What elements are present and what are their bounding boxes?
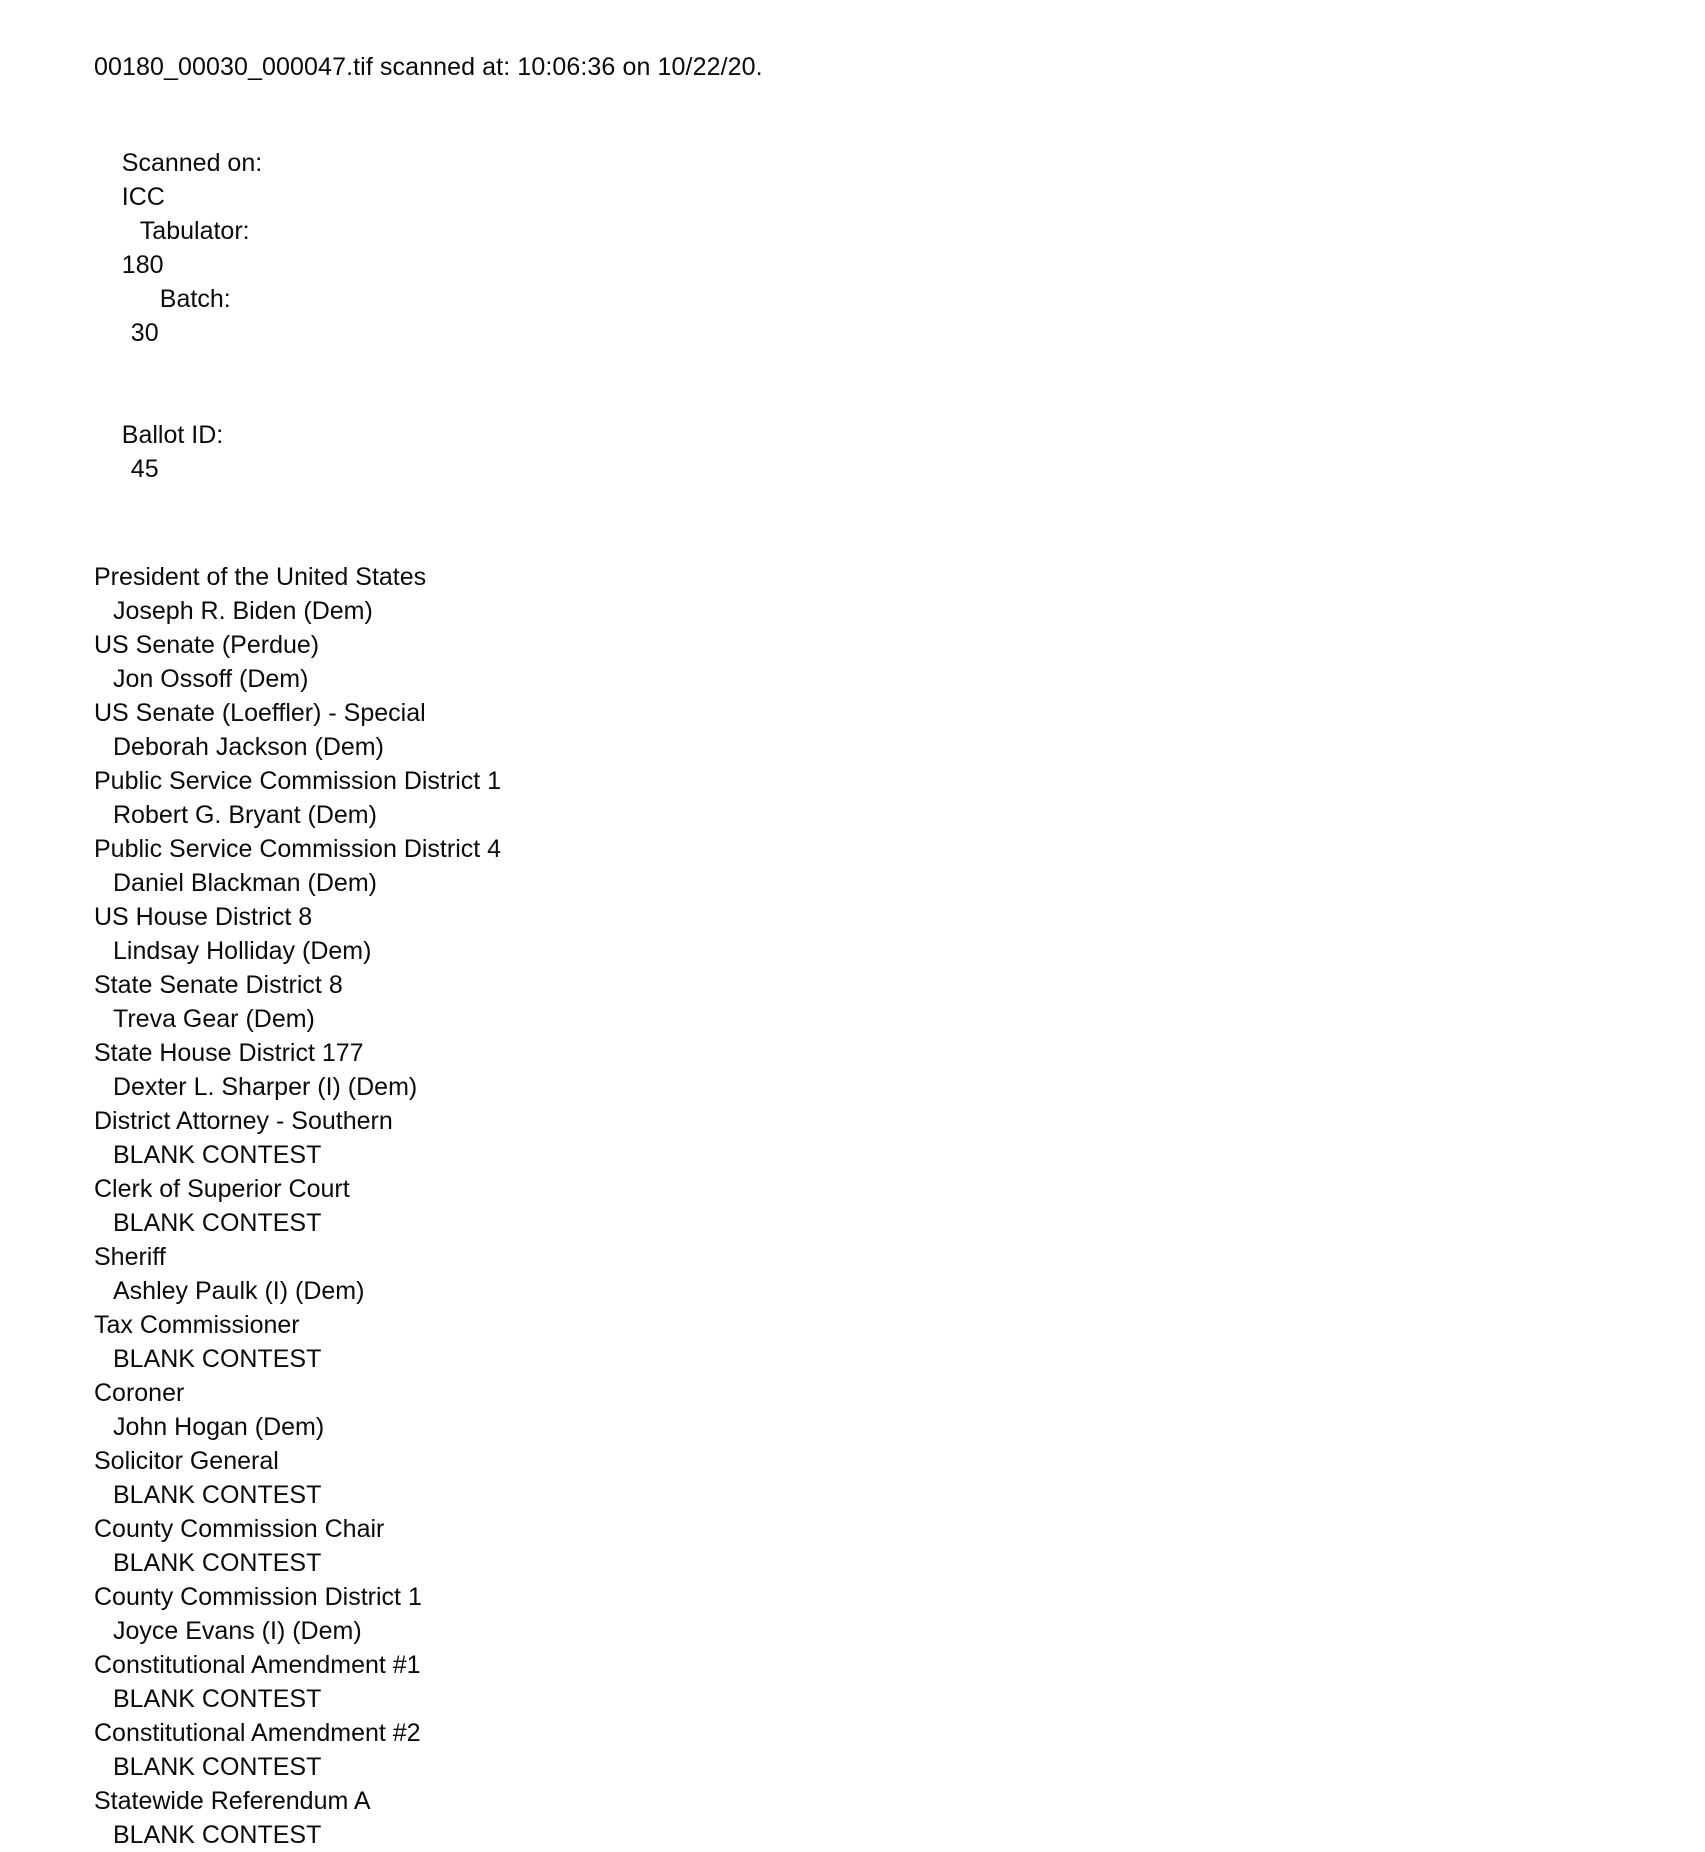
contest-selection: Lindsay Holliday (Dem) xyxy=(113,937,372,965)
contest-name: Public Service Commission District 4 xyxy=(94,835,502,863)
scanned-on-label: Scanned on: xyxy=(121,149,263,177)
contest-selection: BLANK CONTEST xyxy=(113,1481,322,1509)
scan-info-line xyxy=(94,112,1665,384)
contest-selection: BLANK CONTEST xyxy=(113,1345,322,1373)
batch-label: Batch: xyxy=(159,285,231,313)
contest-selection: Deborah Jackson (Dem) xyxy=(113,733,384,761)
contest-selection: BLANK CONTEST xyxy=(113,1685,322,1713)
contest-selection: Ashley Paulk (I) (Dem) xyxy=(113,1277,365,1305)
contest-selection: Joseph R. Biden (Dem) xyxy=(113,597,373,625)
contest-name: District Attorney - Southern xyxy=(94,1107,393,1135)
scanned-on-value: ICC xyxy=(121,183,165,211)
contest-list xyxy=(94,560,1665,1852)
contest-selection: BLANK CONTEST xyxy=(113,1753,322,1781)
contest-selection: Jon Ossoff (Dem) xyxy=(113,665,309,693)
contest-name: Statewide Referendum A xyxy=(94,1787,371,1815)
contest-name: US Senate (Loeffler) - Special xyxy=(94,699,426,727)
contest-name: Clerk of Superior Court xyxy=(94,1175,350,1203)
contest-name: US Senate (Perdue) xyxy=(94,631,320,659)
contest-selection: Robert G. Bryant (Dem) xyxy=(113,801,377,829)
contest-name: State Senate District 8 xyxy=(94,971,343,999)
contest-name: Constitutional Amendment #2 xyxy=(94,1719,421,1747)
contest-selection: Dexter L. Sharper (I) (Dem) xyxy=(113,1073,418,1101)
contest-name: Tax Commissioner xyxy=(94,1311,300,1339)
contest-name: US House District 8 xyxy=(94,903,313,931)
batch-value: 30 xyxy=(130,319,159,347)
ballot-id-value: 45 xyxy=(130,455,159,483)
contest-name: Coroner xyxy=(94,1379,185,1407)
spacer xyxy=(94,520,1665,560)
contest-name: Solicitor General xyxy=(94,1447,279,1475)
contest-name: County Commission District 1 xyxy=(94,1583,422,1611)
scan-filename-line: 00180_00030_000047.tif scanned at: 10:06:36 on 10/22/20. xyxy=(94,53,763,81)
contest-name: Constitutional Amendment #1 xyxy=(94,1651,421,1679)
contest-name: Public Service Commission District 1 xyxy=(94,767,502,795)
contest-selection: Treva Gear (Dem) xyxy=(113,1005,315,1033)
contest-name: State House District 177 xyxy=(94,1039,364,1067)
contest-selection: John Hogan (Dem) xyxy=(113,1413,325,1441)
contest-selection: Joyce Evans (I) (Dem) xyxy=(113,1617,362,1645)
contest-selection: BLANK CONTEST xyxy=(113,1549,322,1577)
contest-name: County Commission Chair xyxy=(94,1515,385,1543)
spacer xyxy=(94,84,1665,112)
contest-selection: BLANK CONTEST xyxy=(113,1821,322,1849)
contest-name: President of the United States xyxy=(94,563,427,591)
tabulator-label: Tabulator: xyxy=(139,217,250,245)
ballot-id-label: Ballot ID: xyxy=(121,421,224,449)
contest-selection: BLANK CONTEST xyxy=(113,1209,322,1237)
contest-selection: BLANK CONTEST xyxy=(113,1141,322,1169)
tabulator-value: 180 xyxy=(121,251,164,279)
contest-selection: Daniel Blackman (Dem) xyxy=(113,869,377,897)
ballot-id-line xyxy=(94,384,1665,520)
contest-name: Sheriff xyxy=(94,1243,166,1271)
